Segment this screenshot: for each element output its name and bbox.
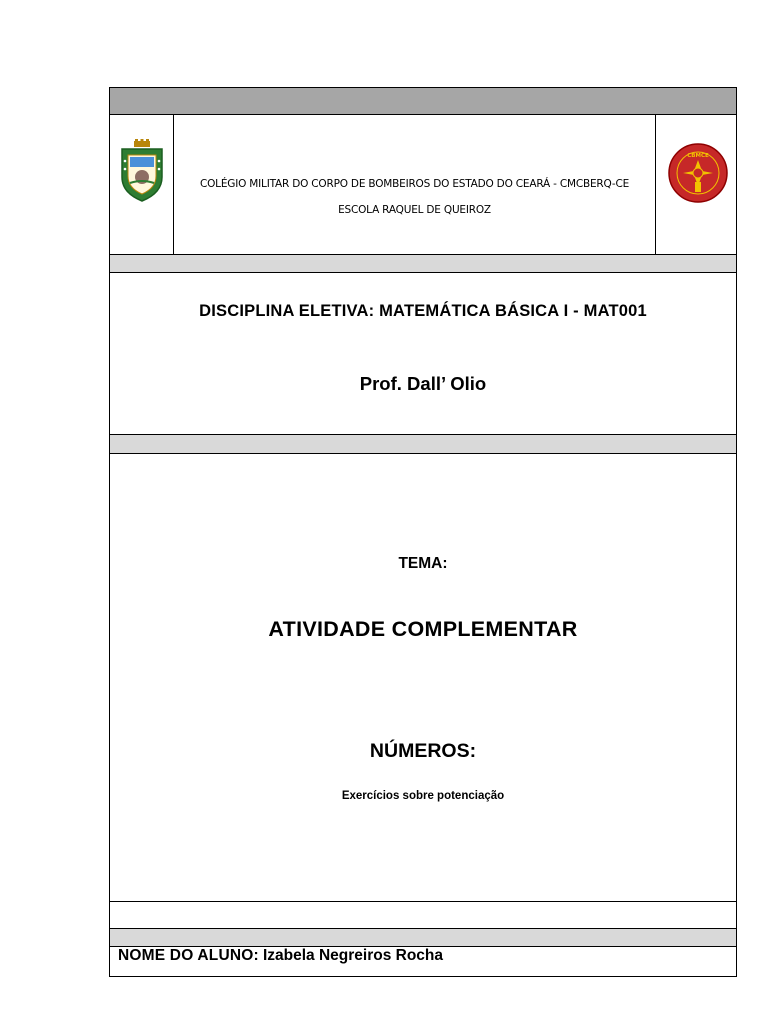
topic-title: ATIVIDADE COMPLEMENTAR	[268, 617, 578, 641]
student-row	[110, 947, 736, 976]
left-logo-cell	[110, 115, 174, 254]
discipline-section	[110, 273, 736, 434]
section-subtitle: Exercícios sobre potenciação	[341, 790, 505, 802]
right-logo-cell	[655, 115, 737, 254]
institution-cell	[174, 115, 655, 254]
student-name: Izabela Negreiros Rocha	[262, 947, 444, 964]
emblem-lettering: CBMCE	[687, 153, 709, 159]
ceara-coat-of-arms-icon	[116, 139, 168, 203]
top-gray-band	[110, 88, 736, 115]
separator-band-1	[110, 254, 736, 273]
institution-name: COLÉGIO MILITAR DO CORPO DE BOMBEIROS DO ESTADO DO CEARÁ - CMCBERQ-CE	[199, 178, 630, 190]
professor-name: Prof. Dall’ Olio	[359, 373, 487, 394]
separator-band-2	[110, 434, 736, 454]
separator-band-3	[110, 928, 736, 947]
discipline-title: DISCIPLINA ELETIVA: MATEMÁTICA BÁSICA I - MAT001	[199, 302, 647, 320]
topic-section	[110, 454, 736, 901]
student-field	[118, 947, 443, 965]
student-separator: :	[253, 947, 263, 964]
header-row	[110, 115, 736, 254]
topic-label: TEMA:	[398, 555, 448, 572]
cover-form	[109, 87, 737, 977]
section-heading: NÚMEROS:	[369, 740, 477, 762]
empty-row	[110, 901, 736, 928]
cbmce-emblem-icon	[667, 142, 729, 204]
student-label: NOME DO ALUNO	[118, 947, 254, 964]
school-name: ESCOLA RAQUEL DE QUEIROZ	[338, 204, 491, 216]
